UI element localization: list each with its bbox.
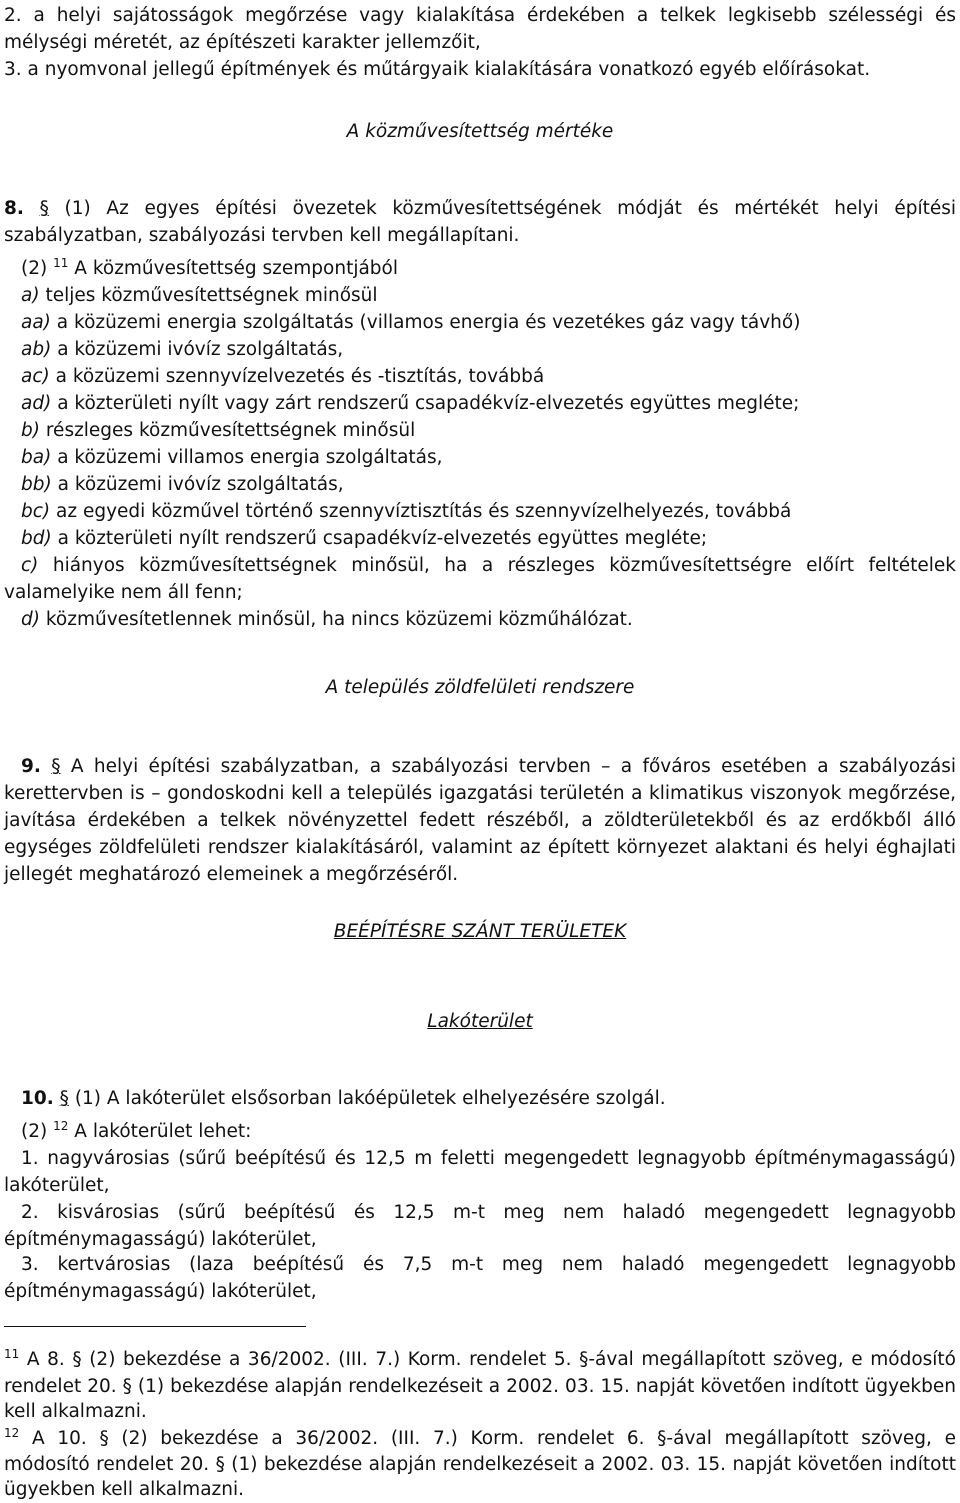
item-text: részleges közművesítettségnek minősül xyxy=(45,420,416,441)
item-label: b) xyxy=(21,420,40,441)
heading-kozmuvesitettseg: A közművesítettség mértéke xyxy=(346,121,614,142)
list-item-aa xyxy=(21,309,956,336)
subsection-text: A közművesítettség szempontjából xyxy=(74,258,399,279)
list-item-c-line2: valamelyike nem áll fenn; xyxy=(4,582,243,603)
item-label: aa) xyxy=(21,312,51,333)
lakoterulet-item-1-line1: 1. nagyvárosias (sűrű beépítésű és 12,5 m feletti megengedett legnagyobb építménymagasságú) xyxy=(21,1148,956,1169)
item-label: a) xyxy=(21,285,40,306)
item-text: hiányos közművesítettségnek minősül, ha a részleges közművesítettségre előírt feltételek xyxy=(52,555,956,576)
paragraph-8-2 xyxy=(21,255,956,282)
section-sign: § xyxy=(59,1088,69,1109)
list-item-ab xyxy=(21,336,956,363)
paragraph-9-line1 xyxy=(4,753,956,780)
section-sign: § xyxy=(39,198,49,219)
subsection-number: (2) xyxy=(21,1121,48,1142)
footnote-number-12: 12 xyxy=(4,1425,20,1440)
footnote-ref-12: 12 xyxy=(53,1118,69,1133)
lakoterulet-item-3-line1: 3. kertvárosias (laza beépítésű és 7,5 m-t meg nem haladó megengedett legnagyobb xyxy=(21,1254,956,1275)
item-text: közművesítetlennek minősül, ha nincs közüzemi közműhálózat. xyxy=(45,609,633,630)
paragraph-8-line1 xyxy=(4,195,956,222)
paragraph-9-line4: egységes zöldfelületi rendszer kialakításáról, valamint az épített környezet alaktani és helyi éghajlati xyxy=(4,837,956,858)
list-item-a xyxy=(21,282,956,309)
paragraph-10-line1 xyxy=(21,1085,956,1112)
footnote-11-line2: rendelet 20. § (1) bekezdése alapján rendelkezéseit a 2002. 03. 15. napját követően indított ügyekben xyxy=(4,1376,956,1397)
lakoterulet-item-3-line2: építménymagasságú) lakóterület, xyxy=(4,1281,317,1302)
item-label: c) xyxy=(21,555,39,576)
footnote-12-line2: módosító rendelet 20. § (1) bekezdése alapján rendelkezéseit a 2002. 03. 15. napját követően indított xyxy=(4,1454,956,1475)
paragraph-10-2 xyxy=(21,1118,956,1145)
item-label: ab) xyxy=(21,339,52,360)
footnote-separator xyxy=(4,1326,306,1327)
list-item-bd xyxy=(21,525,956,552)
footnote-11-line3: kell alkalmazni. xyxy=(4,1401,147,1422)
list-item-d xyxy=(21,606,956,633)
footnote-ref-11: 11 xyxy=(53,255,69,270)
list-item-3: 3. a nyomvonal jellegű építmények és műtárgyaik kialakítására vonatkozó egyéb előírásokat. xyxy=(4,59,871,80)
item-label: ac) xyxy=(21,366,50,387)
paragraph-9-text: A helyi építési szabályzatban, a szabályozási tervben – a főváros esetében a szabályozási xyxy=(70,756,956,777)
paragraph-9-line2: kerettervben is – gondoskodni kell a település igazgatási területén a klimatikus viszonyok megőrzése, xyxy=(4,783,956,804)
list-item-ac xyxy=(21,363,956,390)
paragraph-8-text: (1) Az egyes építési övezetek közművesítettségének módját és mértékét helyi építési xyxy=(64,198,956,219)
lakoterulet-item-2-line2: építménymagasságú) lakóterület, xyxy=(4,1229,317,1250)
item-text: a közüzemi energia szolgáltatás (villamos energia és vezetékes gáz vagy távhő) xyxy=(56,312,801,333)
item-label: bc) xyxy=(21,501,51,522)
list-item-2-line1: 2. a helyi sajátosságok megőrzése vagy kialakítása érdekében a telkek legkisebb szélességi és xyxy=(4,5,956,26)
list-item-2-line2: mélységi méretét, az építészeti karakter jellemzőit, xyxy=(4,32,481,53)
list-item-ad xyxy=(21,390,956,417)
heading-zoldfeluleti-rendszer: A település zöldfelületi rendszere xyxy=(325,677,635,698)
paragraph-10-text: (1) A lakóterület elsősorban lakóépületek elhelyezésére szolgál. xyxy=(74,1088,666,1109)
item-label: bd) xyxy=(21,528,52,549)
list-item-c-line1 xyxy=(21,552,956,579)
footnote-11-line1 xyxy=(4,1346,956,1373)
lakoterulet-item-2-line1: 2. kisvárosias (sűrű beépítésű és 12,5 m-t meg nem haladó megengedett legnagyobb xyxy=(21,1202,956,1223)
item-label: ba) xyxy=(21,447,52,468)
item-text: a közüzemi szennyvízelvezetés és -tisztítás, továbbá xyxy=(55,366,545,387)
subsection-number: (2) xyxy=(21,258,48,279)
item-label: ad) xyxy=(21,393,52,414)
paragraph-9-line5: jellegét meghatározó elemeinek a megőrzéséről. xyxy=(4,864,459,885)
list-item-bb xyxy=(21,471,956,498)
paragraph-9-line3: javítása érdekében a telkek növényzettel fedett részéből, a zöldterületekből és az erdőkből álló xyxy=(4,810,956,831)
heading-beepitesre-szant-teruletek: BEÉPÍTÉSRE SZÁNT TERÜLETEK xyxy=(333,921,627,942)
section-number: 10. xyxy=(21,1088,54,1109)
footnote-12-line1 xyxy=(4,1425,956,1452)
footnote-12-line3: ügyekben kell alkalmazni. xyxy=(4,1479,244,1500)
subsection-text: A lakóterület lehet: xyxy=(74,1121,252,1142)
item-text: a közterületi nyílt rendszerű csapadékvíz-elvezetés együttes megléte; xyxy=(57,528,708,549)
item-text: a közüzemi ivóvíz szolgáltatás, xyxy=(57,339,344,360)
list-item-ba xyxy=(21,444,956,471)
item-text: teljes közművesítettségnek minősül xyxy=(45,285,378,306)
heading-lakoterulet: Lakóterület xyxy=(427,1011,533,1032)
section-number: 8. xyxy=(4,198,24,219)
section-sign: § xyxy=(51,756,61,777)
item-label: d) xyxy=(21,609,40,630)
list-item-bc xyxy=(21,498,956,525)
footnote-number-11: 11 xyxy=(4,1346,20,1361)
footnote-text: A 10. § (2) bekezdése a 36/2002. (III. 7.) Korm. rendelet 6. §-ával megállapított szöveg, e xyxy=(31,1428,956,1449)
item-text: az egyedi közművel történő szennyvíztisztítás és szennyvízelhelyezés, továbbá xyxy=(56,501,792,522)
item-text: a közterületi nyílt vagy zárt rendszerű csapadékvíz-elvezetés együttes megléte; xyxy=(57,393,800,414)
paragraph-8-line2: szabályzatban, szabályozási tervben kell megállapítani. xyxy=(4,225,520,246)
section-number: 9. xyxy=(21,756,41,777)
item-label: bb) xyxy=(21,474,52,495)
footnote-text: A 8. § (2) bekezdése a 36/2002. (III. 7.) Korm. rendelet 5. §-ával megállapított szöveg, e módosító xyxy=(26,1349,956,1370)
item-text: a közüzemi ivóvíz szolgáltatás, xyxy=(57,474,344,495)
item-text: a közüzemi villamos energia szolgáltatás, xyxy=(57,447,443,468)
lakoterulet-item-1-line2: lakóterület, xyxy=(4,1175,110,1196)
list-item-b xyxy=(21,417,956,444)
